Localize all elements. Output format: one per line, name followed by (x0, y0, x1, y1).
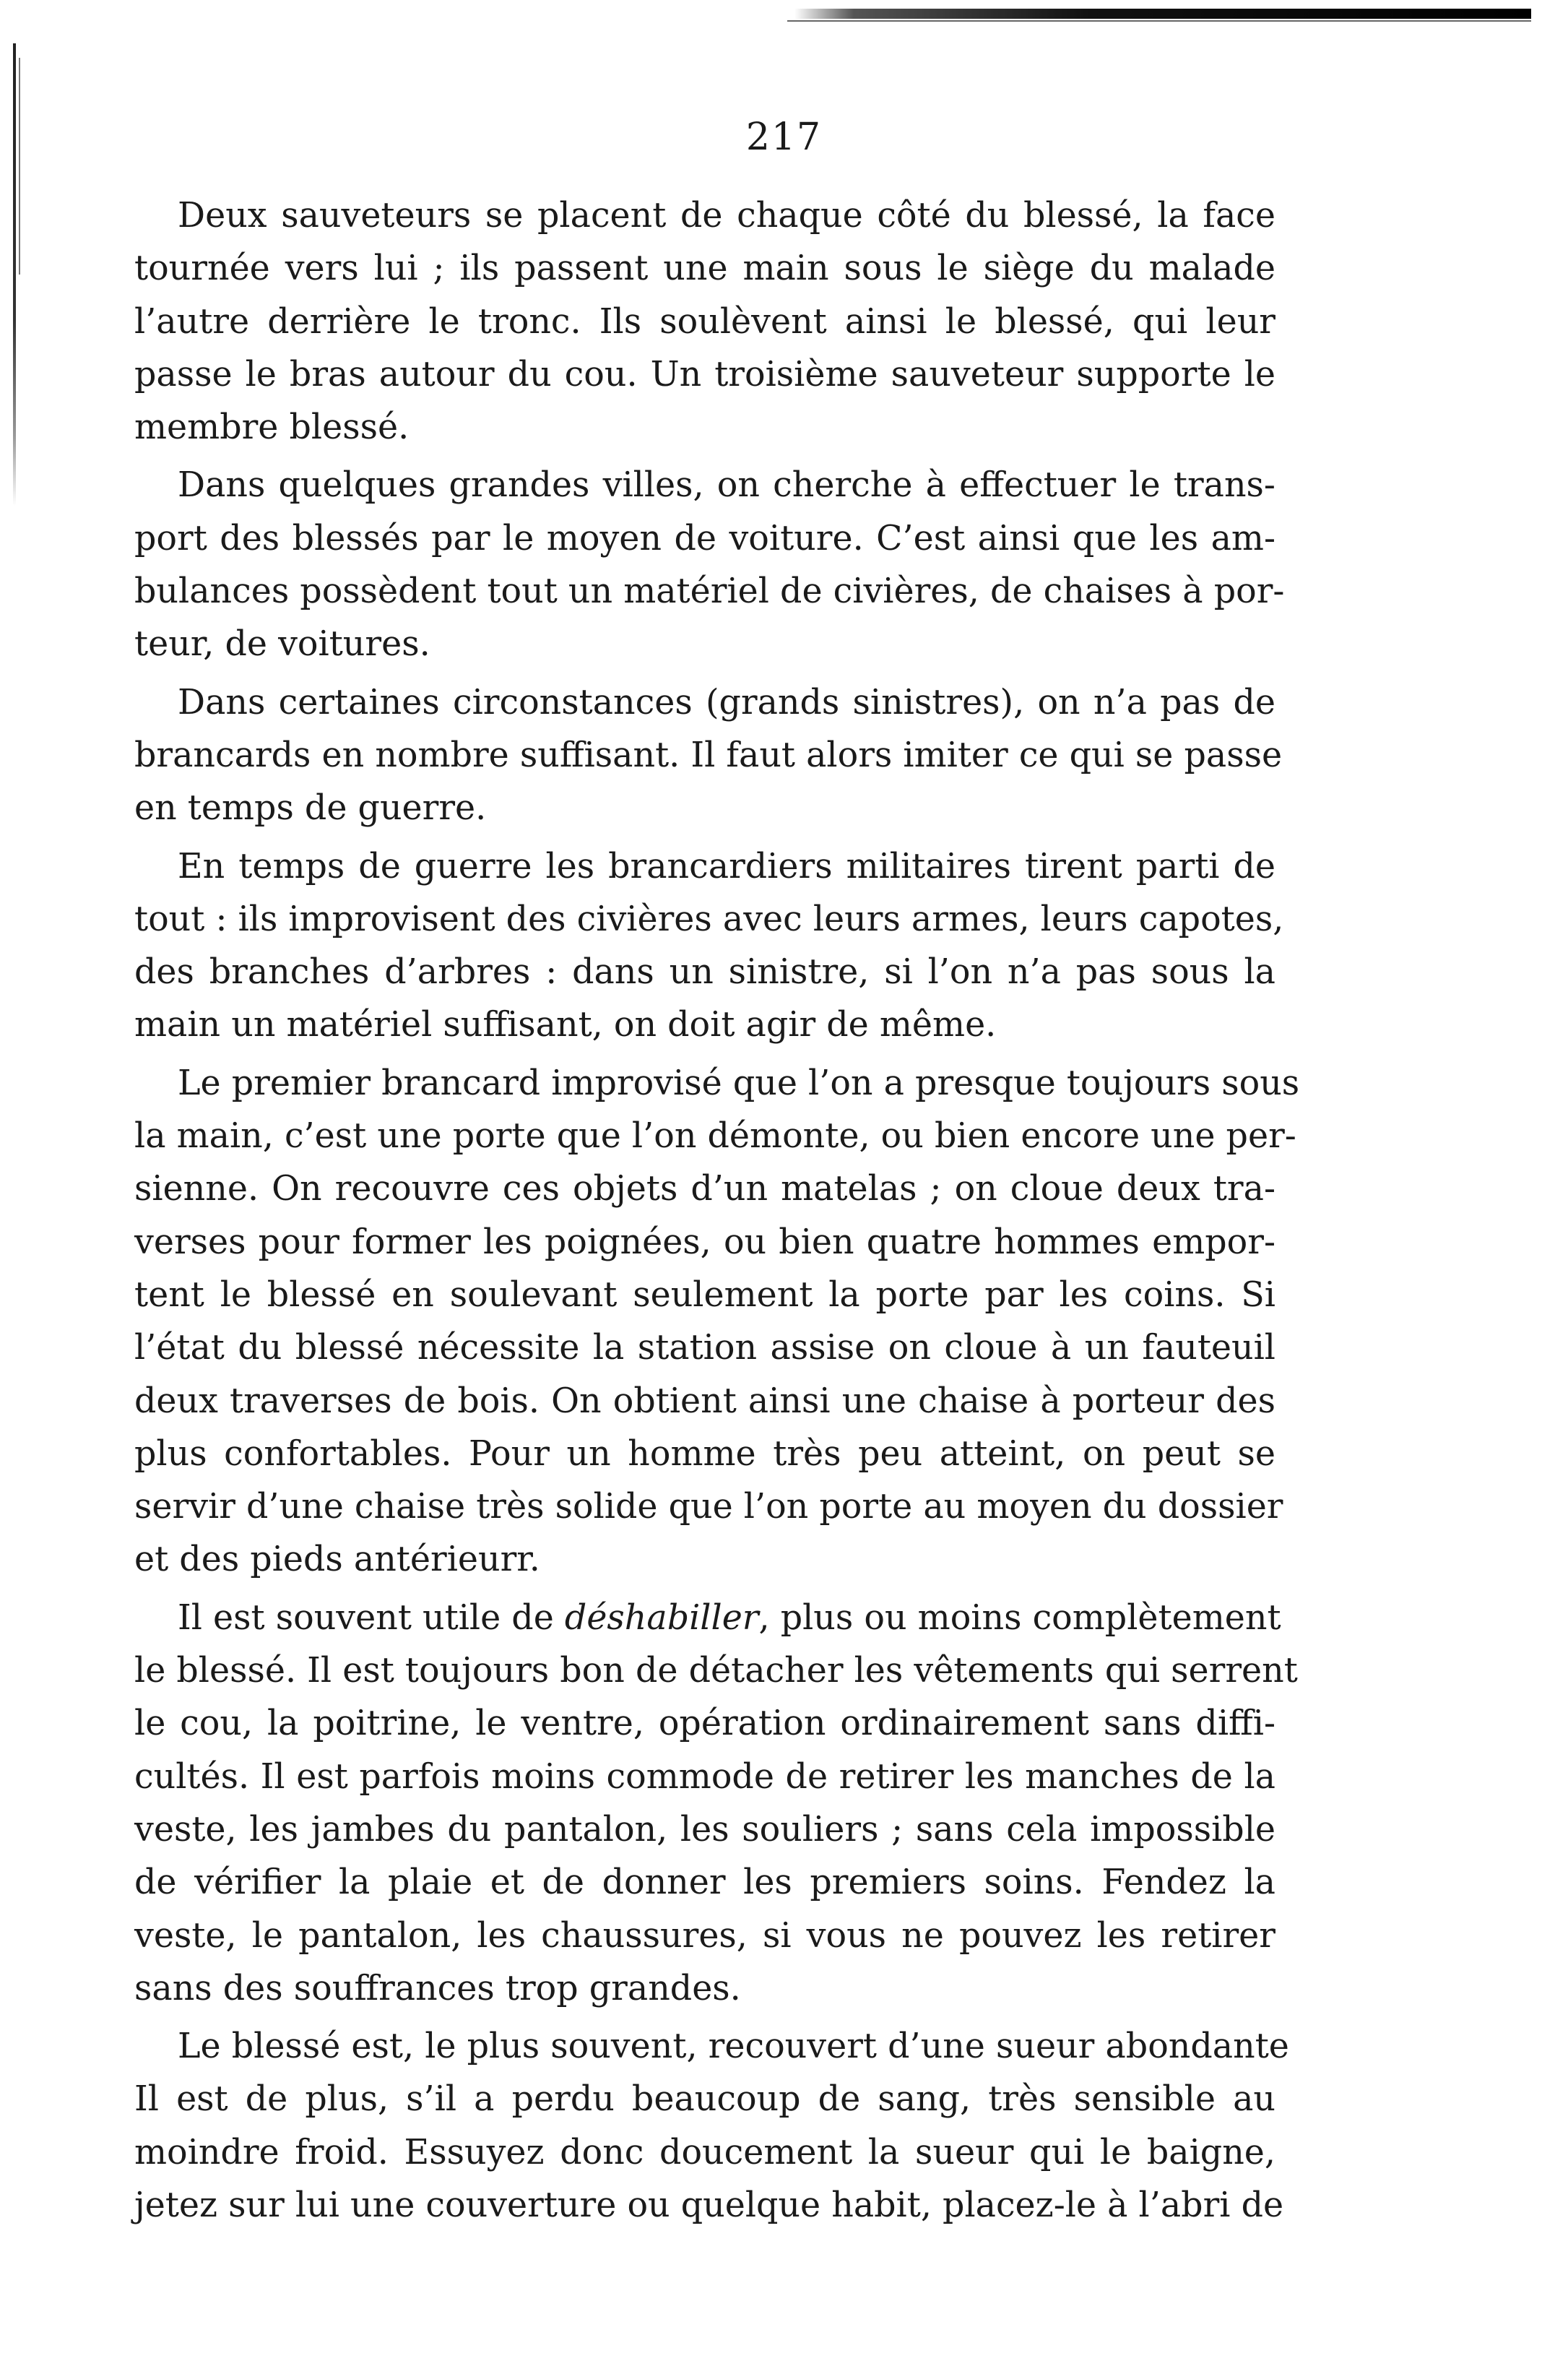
text-line: sienne. On recouvre ces objets d’un matelas ; on cloue deux tra- (134, 1169, 1275, 1209)
paragraph-7 (134, 2020, 1289, 2232)
text-line-with-emphasis (134, 1592, 1281, 1644)
text-line: le blessé. Il est toujours bon de détacher les vêtements qui serrent (134, 1651, 1298, 1691)
text-line: En temps de guerre les brancardiers militaires tirent parti de (178, 846, 1275, 886)
top-edge-rule (794, 9, 1531, 19)
text-line: moindre froid. Essuyez donc doucement la sueur qui le baigne, (134, 2132, 1275, 2172)
text-line: deux traverses de bois. On obtient ainsi une chaise à porteur des (134, 1381, 1275, 1421)
text-line: la main, c’est une porte que l’on démonte, ou bien encore une per- (134, 1116, 1296, 1157)
text-line: tournée vers lui ; ils passent une main sous le siège du malade (134, 249, 1275, 289)
text-line: le cou, la poitrine, le ventre, opération ordinairement sans diffi- (134, 1704, 1275, 1744)
text-line: l’état du blessé nécessite la station assise on cloue à un fauteuil (134, 1328, 1275, 1368)
text-line: Deux sauveteurs se placent de chaque côté du blessé, la face (178, 196, 1275, 236)
binding-edge-shadow-inner (19, 58, 20, 275)
paragraph-4 (134, 840, 1284, 1052)
paragraph-2 (134, 459, 1285, 670)
text-line: tent le blessé en soulevant seulement la porte par les coins. Si (134, 1274, 1275, 1315)
text-line: de vérifier la plaie et de donner les premiers soins. Fendez la (134, 1863, 1275, 1903)
page-number: 217 (745, 116, 823, 159)
text-line: Dans certaines circonstances (grands sinistres), on n’a pas de (178, 682, 1275, 722)
text-line: jetez sur lui une couverture ou quelque habit, placez-le à l’abri de (134, 2185, 1284, 2225)
text-line: en temps de guerre. (134, 788, 487, 829)
text-line: bulances possèdent tout un matériel de civières, de chaises à por- (134, 571, 1285, 612)
text-line: teur, de voitures. (134, 624, 430, 665)
text-line: tout : ils improvisent des civières avec leurs armes, leurs capotes, (134, 899, 1284, 939)
text-line: veste, le pantalon, les chaussures, si vous ne pouvez les retirer (134, 1915, 1275, 1956)
text-line: et des pieds antérieurr. (134, 1540, 540, 1580)
binding-edge-shadow (13, 43, 16, 506)
text-line: port des blessés par le moyen de voiture. C’est ainsi que les am- (134, 518, 1275, 558)
text-line: Le premier brancard improvisé que l’on a presque toujours sous (178, 1063, 1300, 1103)
text-run: , plus ou moins complètement (758, 1597, 1281, 1638)
text-line: veste, les jambes du pantalon, les souliers ; sans cela impossible (134, 1809, 1275, 1849)
text-line: verses pour former les poignées, ou bien quatre hommes empor- (134, 1222, 1275, 1262)
text-line: Le blessé est, le plus souvent, recouvert d’une sueur abondante (178, 2027, 1289, 2067)
top-edge-thin-rule (787, 20, 1531, 22)
text-line: brancards en nombre suffisant. Il faut alors imiter ce qui se passe (134, 735, 1283, 775)
paragraph-3 (134, 676, 1283, 835)
text-line: main un matériel suffisant, on doit agir de même. (134, 1005, 997, 1045)
text-line: Dans quelques grandes villes, on cherche à effectuer le trans- (178, 465, 1275, 506)
text-line: passe le bras autour du cou. Un troisième sauveteur supporte le (134, 354, 1275, 394)
text-line: servir d’une chaise très solide que l’on porte au moyen du dossier (134, 1487, 1283, 1527)
text-line: l’autre derrière le tronc. Ils soulèvent ainsi le blessé, qui leur (134, 301, 1275, 342)
text-line: cultés. Il est parfois moins commode de retirer les manches de la (134, 1756, 1275, 1797)
text-run: Il est souvent utile de (178, 1597, 565, 1638)
paragraph-5 (134, 1057, 1300, 1587)
text-line: plus confortables. Pour un homme très peu atteint, on peut se (134, 1433, 1275, 1474)
text-line: Il est de plus, s’il a perdu beaucoup de sang, très sensible au (134, 2079, 1275, 2120)
paragraph-1 (134, 189, 1275, 454)
emphasized-word: déshabiller (564, 1597, 759, 1638)
paragraph-6 (134, 1592, 1298, 2015)
body-text (134, 189, 1300, 2232)
text-line: sans des souffrances trop grandes. (134, 1968, 741, 2008)
text-line: membre blessé. (134, 407, 410, 448)
text-line: des branches d’arbres : dans un sinistre, si l’on n’a pas sous la (134, 952, 1275, 993)
